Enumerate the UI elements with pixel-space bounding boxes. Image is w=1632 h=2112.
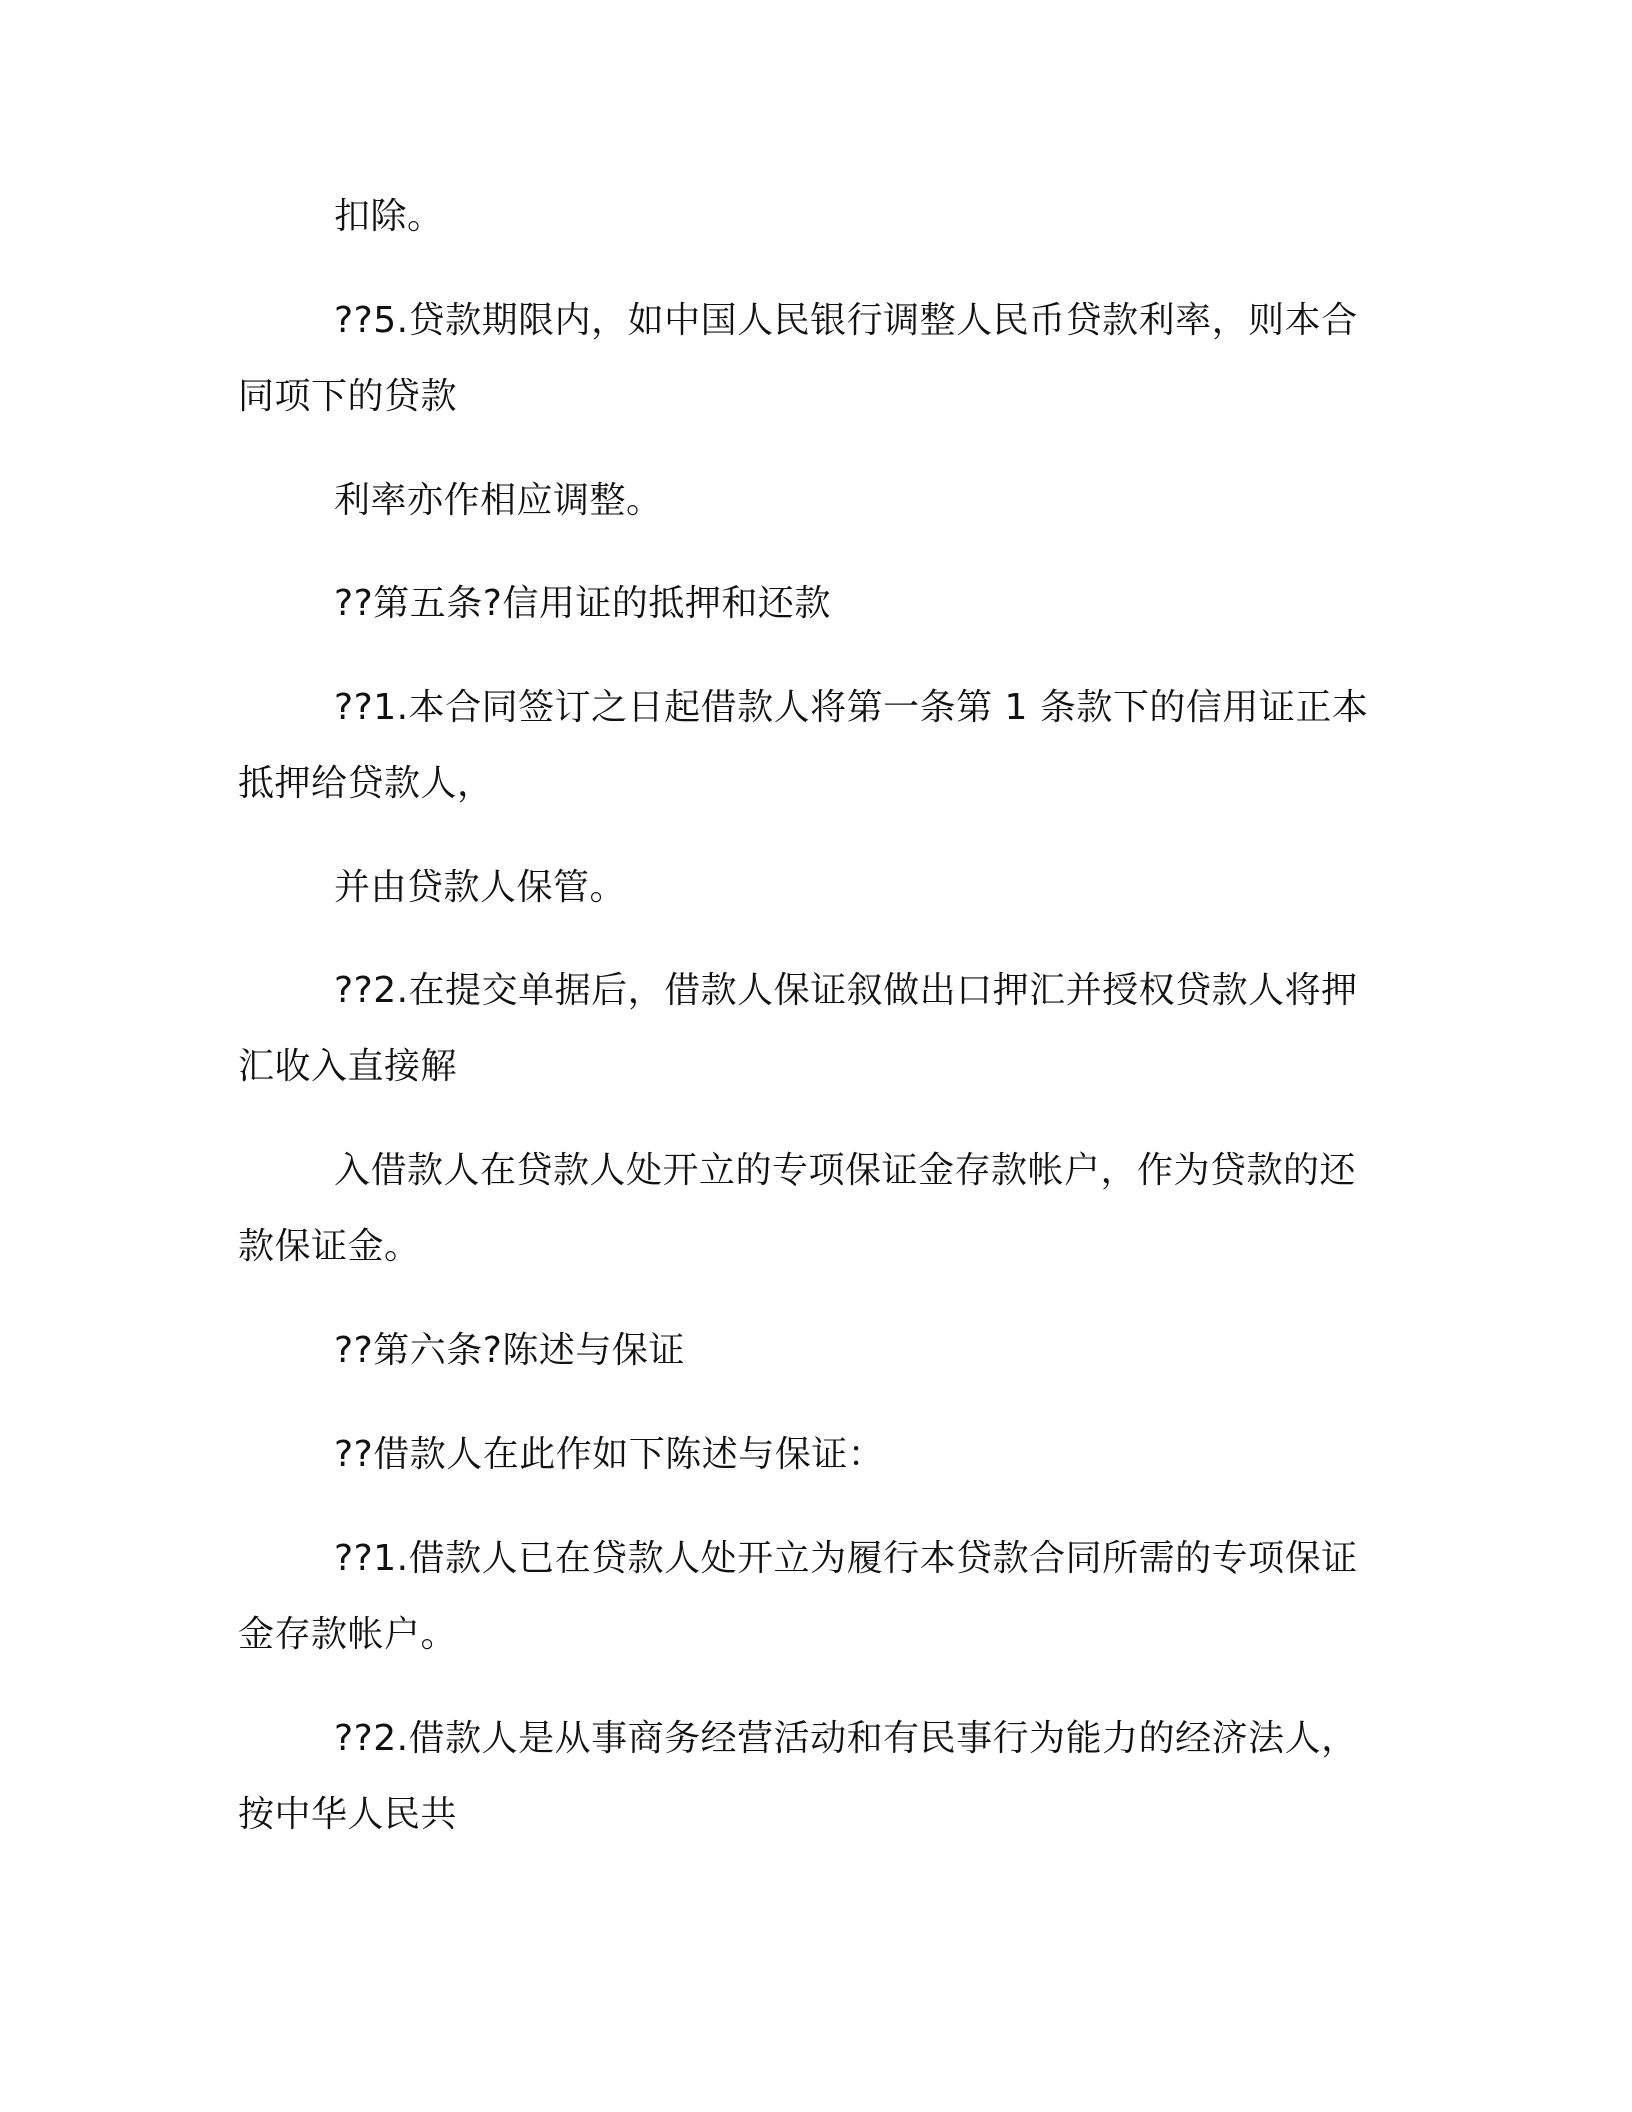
text-line: 入借款人在贷款人处开立的专项保证金存款帐户，作为贷款的还	[334, 1150, 1357, 1191]
text-line: ??5.贷款期限内，如中国人民银行调整人民币贷款利率，则本合	[334, 300, 1358, 341]
text-line: ??1.本合同签订之日起借款人将第一条第 1 条款下的信用证正本	[334, 687, 1369, 728]
text-line: 并由贷款人保管。	[334, 867, 627, 908]
text-line: ??1.借款人已在贷款人处开立为履行本贷款合同所需的专项保证	[334, 1538, 1358, 1579]
text-line: 款保证金。	[238, 1226, 421, 1267]
text-line: ??第六条?陈述与保证	[334, 1330, 685, 1371]
text-line: 汇收入直接解	[238, 1046, 458, 1087]
text-line: ??借款人在此作如下陈述与保证：	[334, 1434, 885, 1475]
text-line: ??2.在提交单据后，借款人保证叙做出口押汇并授权贷款人将押	[334, 970, 1358, 1011]
text-line: 抵押给贷款人，	[238, 763, 494, 804]
text-line: ??2.借款人是从事商务经营活动和有民事行为能力的经济法人，	[334, 1718, 1358, 1759]
text-line: 金存款帐户。	[238, 1614, 458, 1655]
text-line: 同项下的贷款	[238, 376, 458, 417]
text-line: 按中华人民共	[238, 1794, 458, 1835]
text-line: ??第五条?信用证的抵押和还款	[334, 583, 831, 624]
text-line: 扣除。	[334, 196, 444, 237]
text-line: 利率亦作相应调整。	[334, 480, 663, 521]
